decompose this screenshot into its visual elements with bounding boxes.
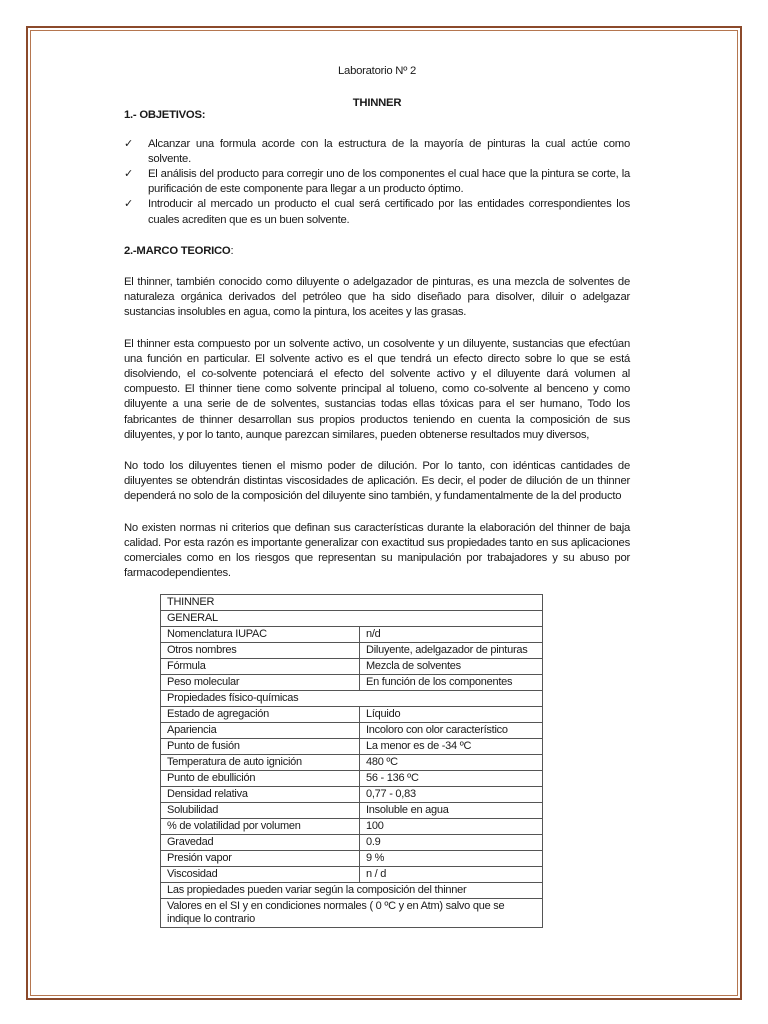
list-item [124, 167, 630, 197]
property-value: 0,77 - 0,83 [360, 787, 543, 803]
table-note: Valores en el SI y en condiciones normales ( 0 ºC y en Atm) salvo que se indique lo contrario [161, 899, 543, 928]
property-name: Densidad relativa [161, 787, 360, 803]
table-row [161, 675, 543, 691]
list-item [124, 197, 630, 227]
objectives-heading: 1.- OBJETIVOS: [124, 109, 206, 122]
property-name: Solubilidad [161, 803, 360, 819]
table-row [161, 803, 543, 819]
marco-heading-text: 2.-MARCO TEORICO [124, 244, 231, 257]
checkmark-icon: ✓ [124, 198, 133, 211]
property-name: Fórmula [161, 659, 360, 675]
table-row [161, 659, 543, 675]
paragraph: No existen normas ni criterios que definan sus características durante la elaboración del thinner de baja calidad. Por esta razón es importante generalizar con exactitud sus propiedades tanto en sus aplicaciones comerciales como en los riesgos que representan su manipulación por trabajadores y su abuso por farmacodependientes. [124, 521, 630, 580]
property-name: Peso molecular [161, 675, 360, 691]
property-value: n / d [360, 867, 543, 883]
property-name: Apariencia [161, 723, 360, 739]
list-item [124, 137, 630, 167]
table-section-general: GENERAL [161, 611, 543, 627]
objective-text: Alcanzar una formula acorde con la estructura de la mayoría de pinturas la cual actúe como solvente. [148, 137, 630, 165]
table-title: THINNER [161, 595, 543, 611]
lab-title: Laboratorio Nº 2 [338, 65, 416, 77]
table-row [161, 627, 543, 643]
table-row [161, 611, 543, 627]
table-row [161, 755, 543, 771]
marco-teorico-heading [124, 244, 630, 259]
property-value: 9 % [360, 851, 543, 867]
table-row [161, 739, 543, 755]
table-row [161, 691, 543, 707]
property-name: Estado de agregación [161, 707, 360, 723]
property-value: 100 [360, 819, 543, 835]
property-name: Punto de fusión [161, 739, 360, 755]
table-row [161, 595, 543, 611]
objective-text: Introducir al mercado un producto el cual será certificado por las entidades correspondientes los cuales acrediten que es un buen solvente. [148, 198, 630, 226]
property-value: 0.9 [360, 835, 543, 851]
property-name: Otros nombres [161, 643, 360, 659]
paragraph: No todo los diluyentes tienen el mismo poder de dilución. Por lo tanto, con idénticas cantidades de diluyentes se obtendrán distintas viscosidades de aplicación. Es decir, el poder de dilución de un thinner dependerá no solo de la composición del diluyente sino también, y fundamentalmente de la del producto [124, 460, 630, 503]
document-title: THINNER [352, 97, 402, 110]
marco-heading-colon: : [230, 244, 234, 257]
property-value: La menor es de -34 ºC [360, 739, 543, 755]
table-row [161, 643, 543, 659]
document-body [124, 64, 630, 581]
table-row [161, 707, 543, 723]
property-value: Insoluble en agua [360, 803, 543, 819]
table-row [161, 835, 543, 851]
table-row [161, 883, 543, 899]
table-row [161, 787, 543, 803]
paragraph: El thinner, también conocido como diluyente o adelgazador de pinturas, es una mezcla de solventes de naturaleza orgánica derivados del petróleo que ha sido diseñado para disolver, diluir o adelgazar sustancias insolubles en agua, como la pintura, los aceites y las grasas. [124, 276, 630, 319]
checkmark-icon: ✓ [124, 168, 133, 181]
property-value: Incoloro con olor característico [360, 723, 543, 739]
table-row [161, 867, 543, 883]
table-note: Las propiedades pueden variar según la composición del thinner [161, 883, 543, 899]
table-row [161, 723, 543, 739]
table-row [161, 851, 543, 867]
table-row [161, 771, 543, 787]
table-row [161, 819, 543, 835]
property-name: Viscosidad [161, 867, 360, 883]
property-value: Líquido [360, 707, 543, 723]
property-name: Presión vapor [161, 851, 360, 867]
checkmark-icon: ✓ [124, 137, 133, 150]
property-name: Punto de ebullición [161, 771, 360, 787]
property-name: Nomenclatura IUPAC [161, 627, 360, 643]
property-value: Mezcla de solventes [360, 659, 543, 675]
property-name: Gravedad [161, 835, 360, 851]
objective-text: El análisis del producto para corregir uno de los componentes el cual hace que la pintura se corte, la purificación de este componente para llegar a un producto óptimo. [148, 168, 630, 196]
property-value: 56 - 136 ºC [360, 771, 543, 787]
property-name: % de volatilidad por volumen [161, 819, 360, 835]
objectives-list [124, 137, 630, 228]
property-value: 480 ºC [360, 755, 543, 771]
paragraph: El thinner esta compuesto por un solvente activo, un cosolvente y un diluyente, sustancias que efectúan una función en particular. El solvente activo es el que tendrá un efecto directo sobre lo que se está disolviendo, el co-solvente potenciará el efecto del solvente activo y el diluyente dará volumen al compuesto. El thinner tiene como solvente principal al tolueno, como co-solvente al benceno y como diluyente a una serie de de solventes, sustancias todas ellas tóxicas para el ser humano, Todo los fabricantes de thinner desarrollan sus propios productos teniendo en cuenta la composición de sus diluyentes, y por lo tanto, aunque parezcan similares, pueden obtenerse resultados muy diversos, [124, 337, 630, 441]
properties-table [160, 594, 543, 928]
table-row [161, 899, 543, 928]
table-section-physchem: Propiedades físico-químicas [161, 691, 543, 707]
property-name: Temperatura de auto ignición [161, 755, 360, 771]
property-value: En función de los componentes [360, 675, 543, 691]
property-value: n/d [360, 627, 543, 643]
property-value: Diluyente, adelgazador de pinturas [360, 643, 543, 659]
